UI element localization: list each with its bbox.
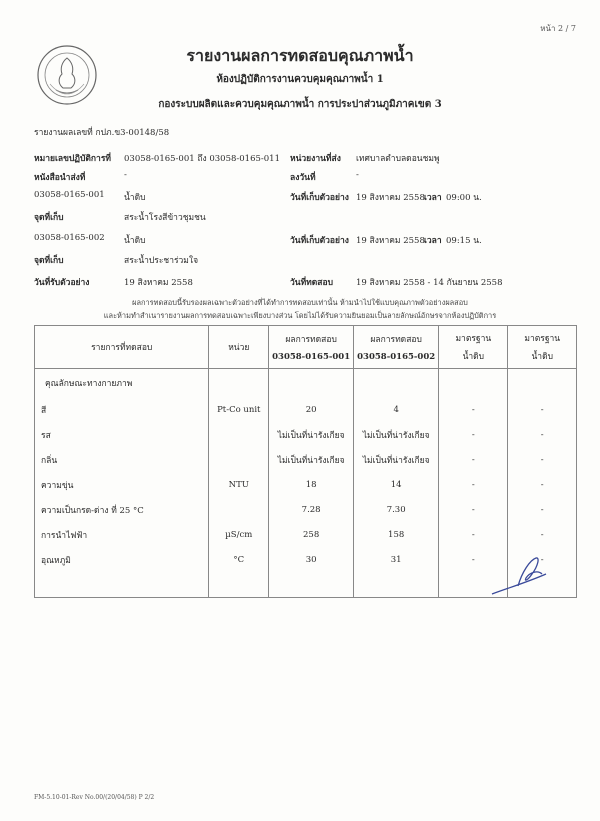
result-cell: ไม่เป็นที่น่ารังเกียจ [354,447,439,472]
test-item: กลิ่น [35,447,209,472]
collect-point-label: จุดที่เก็บ [34,256,64,266]
sender-label: หน่วยงานที่ส่ง [290,154,341,164]
standard-cell: - [439,422,508,447]
standard-cell: - [508,497,577,522]
result-cell: 7.30 [354,497,439,522]
test-item: สี [35,397,209,422]
collect-date: 19 สิงหาคม 2558 [356,236,425,246]
report-number: รายงานผลเลขที่ กปภ.ข3-00148/58 [34,128,170,138]
standard-cell: - [439,522,508,547]
standard-cell: - [439,447,508,472]
sample-code: 03058-0165-001 [34,190,105,200]
result-cell: 18 [269,472,354,497]
standard-cell: - [439,397,508,422]
col-standard-2 [508,326,577,369]
section-title: คุณลักษณะทางกายภาพ [35,369,209,398]
col-standard-1 [439,326,508,369]
result-cell: 31 [354,547,439,572]
standard-cell: - [508,422,577,447]
received-date: 19 สิงหาคม 2558 [124,278,193,288]
division-name: กองระบบผลิตและควบคุมคุณภาพน้ำ การประปาส่วนภูมิภาคเขต 3 [158,99,442,110]
result-cell: 4 [354,397,439,422]
lab-name: ห้องปฏิบัติการงานควบคุมคุณภาพน้ำ 1 [216,74,384,85]
test-item: อุณหภูมิ [35,547,209,572]
unit-cell [209,497,269,522]
col-standard-label: มาตรฐาน [455,334,492,344]
result-cell: ไม่เป็นที่น่ารังเกียจ [354,422,439,447]
collect-time: 09:00 น. [446,193,482,203]
received-date-label: วันที่รับตัวอย่าง [34,278,90,288]
col-sample-code: 03058-0165-001 [272,352,351,362]
result-cell: 258 [269,522,354,547]
collect-time: 09:15 น. [446,236,482,246]
letter-date-label: ลงวันที่ [290,173,316,183]
sample-code: 03058-0165-002 [34,233,105,243]
col-raw-water-label: น้ำดิบ [531,352,553,362]
lab-no-value: 03058-0165-001 ถึง 03058-0165-011 [124,154,280,164]
report-title: รายงานผลการทดสอบคุณภาพน้ำ [186,46,414,65]
result-cell: ไม่เป็นที่น่ารังเกียจ [269,447,354,472]
collect-date: 19 สิงหาคม 2558 [356,193,425,203]
table-header-row [35,326,577,369]
table-row [35,472,577,497]
sample-type: น้ำดิบ [124,193,146,203]
collect-date-label: วันที่เก็บตัวอย่าง [290,193,349,203]
result-cell: 20 [269,397,354,422]
col-test-item: รายการที่ทดสอบ [35,326,209,369]
result-cell: ไม่เป็นที่น่ารังเกียจ [269,422,354,447]
unit-cell: NTU [209,472,269,497]
test-item: ความเป็นกรด-ด่าง ที่ 25 °C [35,497,209,522]
time-label: เวลา [424,236,442,246]
col-unit: หน่วย [209,326,269,369]
table-row [35,422,577,447]
collect-point: สระน้ำประชาร่วมใจ [124,256,199,266]
sender-value: เทศบาลตำบลดอนชมพู [356,154,440,164]
section-row [35,369,577,398]
standard-cell: - [439,497,508,522]
letter-label: หนังสือนำส่งที่ [34,173,86,183]
unit-cell: µS/cm [209,522,269,547]
col-sample-code: 03058-0165-002 [357,352,436,362]
standard-cell: - [508,472,577,497]
col-standard-label: มาตรฐาน [524,334,561,344]
col-raw-water-label: น้ำดิบ [462,352,485,362]
test-item: การนำไฟฟ้า [35,522,209,547]
col-result-label: ผลการทดสอบ [370,335,422,345]
result-cell: 7.28 [269,497,354,522]
col-result-label: ผลการทดสอบ [285,335,337,345]
page-number: หน้า 2 / 7 [540,24,576,33]
unit-cell: °C [209,547,269,572]
table-row [35,522,577,547]
collect-point: สระน้ำโรงสีข้าวชุมชน [124,213,206,223]
test-item: ความขุ่น [35,472,209,497]
collect-date-label: วันที่เก็บตัวอย่าง [290,236,349,246]
standard-cell: - [508,447,577,472]
test-dates: 19 สิงหาคม 2558 - 14 กันยายน 2558 [356,278,503,288]
unit-cell [209,422,269,447]
disclaimer-line-2: และห้ามทำสำเนารายงานผลการทดสอบเฉพาะเพียงบางส่วน โดยไม่ได้รับความยินยอมเป็นลายลักษณ์อักษรจากห้องปฏิบัติการ [103,311,497,320]
unit-cell [209,447,269,472]
signature-icon [488,552,558,600]
letter-date-value: - [356,170,359,180]
standard-cell: - [439,472,508,497]
unit-cell: Pt-Co unit [209,397,269,422]
sample-type: น้ำดิบ [124,236,146,246]
col-sample-2 [354,326,439,369]
lab-no-label: หมายเลขปฏิบัติการที่ [34,154,111,164]
standard-cell: - [508,522,577,547]
disclaimer-line-1: ผลการทดสอบนี้รับรองผลเฉพาะตัวอย่างที่ได้ทำการทดสอบเท่านั้น ห้ามนำไปใช้แบบคุณภาพตัวอย่างผลสอบ [132,298,468,307]
table-row [35,447,577,472]
collect-point-label: จุดที่เก็บ [34,213,64,223]
result-cell: 14 [354,472,439,497]
result-cell: 158 [354,522,439,547]
table-row [35,397,577,422]
table-row [35,497,577,522]
standard-cell: - [508,547,577,572]
result-cell: 30 [269,547,354,572]
standard-cell: - [508,397,577,422]
form-code: FM-5.10-01-Rev No.00/(20/04/58) P 2/2 [34,794,155,801]
col-sample-1 [269,326,354,369]
time-label: เวลา [424,193,442,203]
letter-value: - [124,170,127,180]
standard-cell: - [439,547,508,572]
test-date-label: วันที่ทดสอบ [290,278,333,288]
test-item: รส [35,422,209,447]
